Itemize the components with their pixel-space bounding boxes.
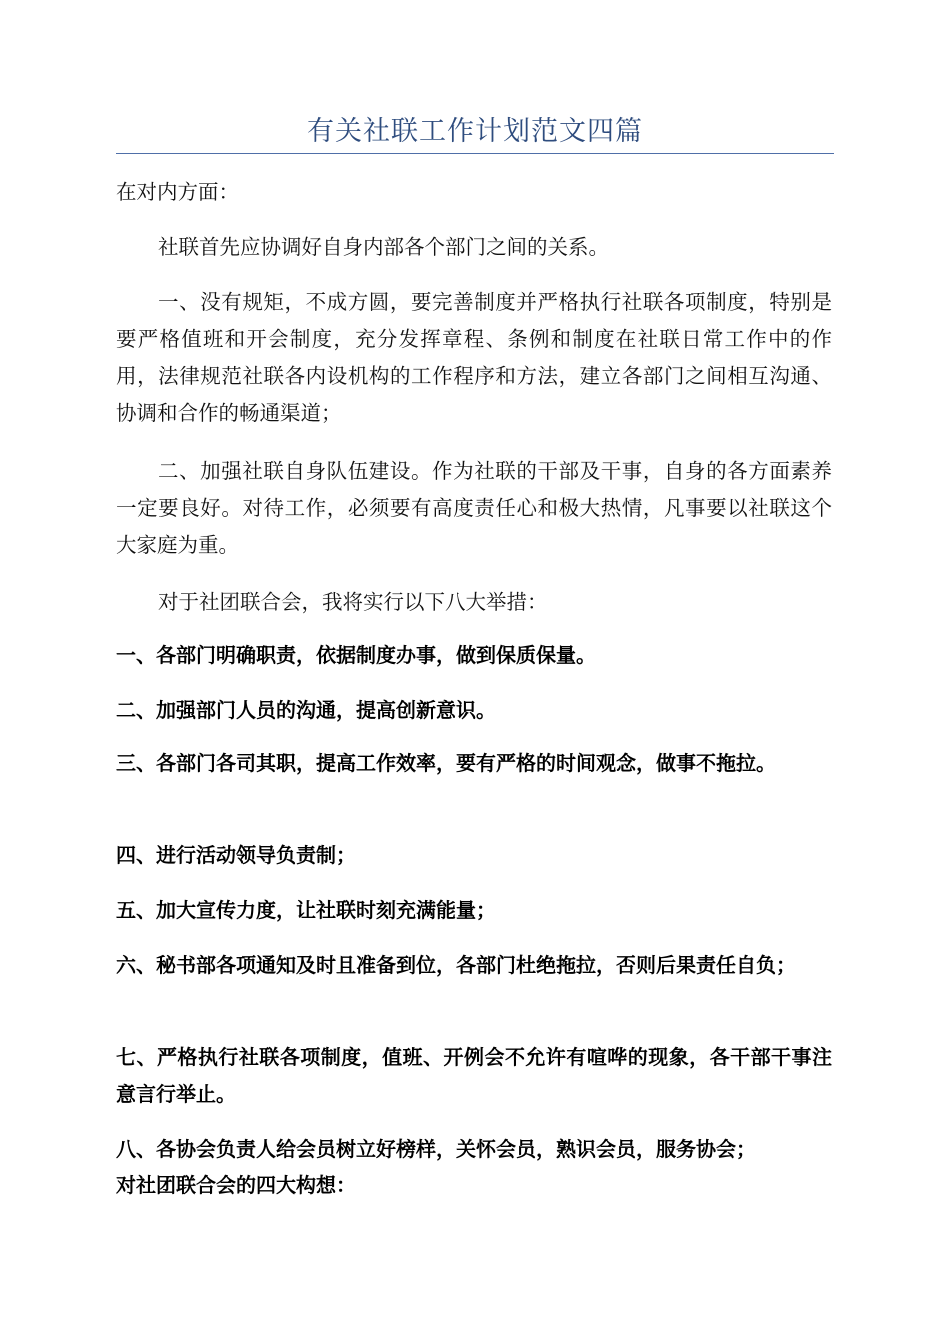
measure-item-7: 七、严格执行社联各项制度，值班、开例会不允许有喧哗的现象，各干部干事注意言行举止。 [116, 1045, 832, 1106]
measure-item-1: 一、各部门明确职责，依据制度办事，做到保质保量。 [116, 643, 596, 667]
measure-item-6: 六、秘书部各项通知及时且准备到位，各部门杜绝拖拉，否则后果责任自负； [116, 953, 796, 977]
paragraph-point-1: 一、没有规矩，不成方圆，要完善制度并严格执行社联各项制度，特别是要严格值班和开会制度，充分发挥章程、条例和制度在社联日常工作中的作用，法律规范社联各内设机构的工作程序和方法，建立各部门之间相互沟通、协调和合作的畅通渠道； [116, 290, 832, 425]
title-underline [116, 153, 834, 154]
paragraph-measures-intro: 对于社团联合会，我将实行以下八大举措： [158, 590, 548, 614]
measure-item-8: 八、各协会负责人给会员树立好榜样，关怀会员，熟识会员，服务协会； [116, 1137, 756, 1161]
measure-item-2: 二、加强部门人员的沟通，提高创新意识。 [116, 698, 496, 722]
document-title: 有关社联工作计划范文四篇 [307, 116, 643, 147]
paragraph-coordinate: 社联首先应协调好自身内部各个部门之间的关系。 [158, 235, 609, 259]
measure-item-4: 四、进行活动领导负责制； [116, 843, 356, 867]
measure-item-5: 五、加大宣传力度，让社联时刻充满能量； [116, 898, 496, 922]
paragraph-internal-heading: 在对内方面： [116, 180, 239, 204]
paragraph-four-ideas-heading: 对社团联合会的四大构想： [116, 1173, 356, 1197]
paragraph-point-2: 二、加强社联自身队伍建设。作为社联的干部及干事，自身的各方面素养一定要良好。对待工作，必须要有高度责任心和极大热情，凡事要以社联这个大家庭为重。 [116, 459, 832, 557]
measure-item-3: 三、各部门各司其职，提高工作效率，要有严格的时间观念，做事不拖拉。 [116, 751, 776, 775]
